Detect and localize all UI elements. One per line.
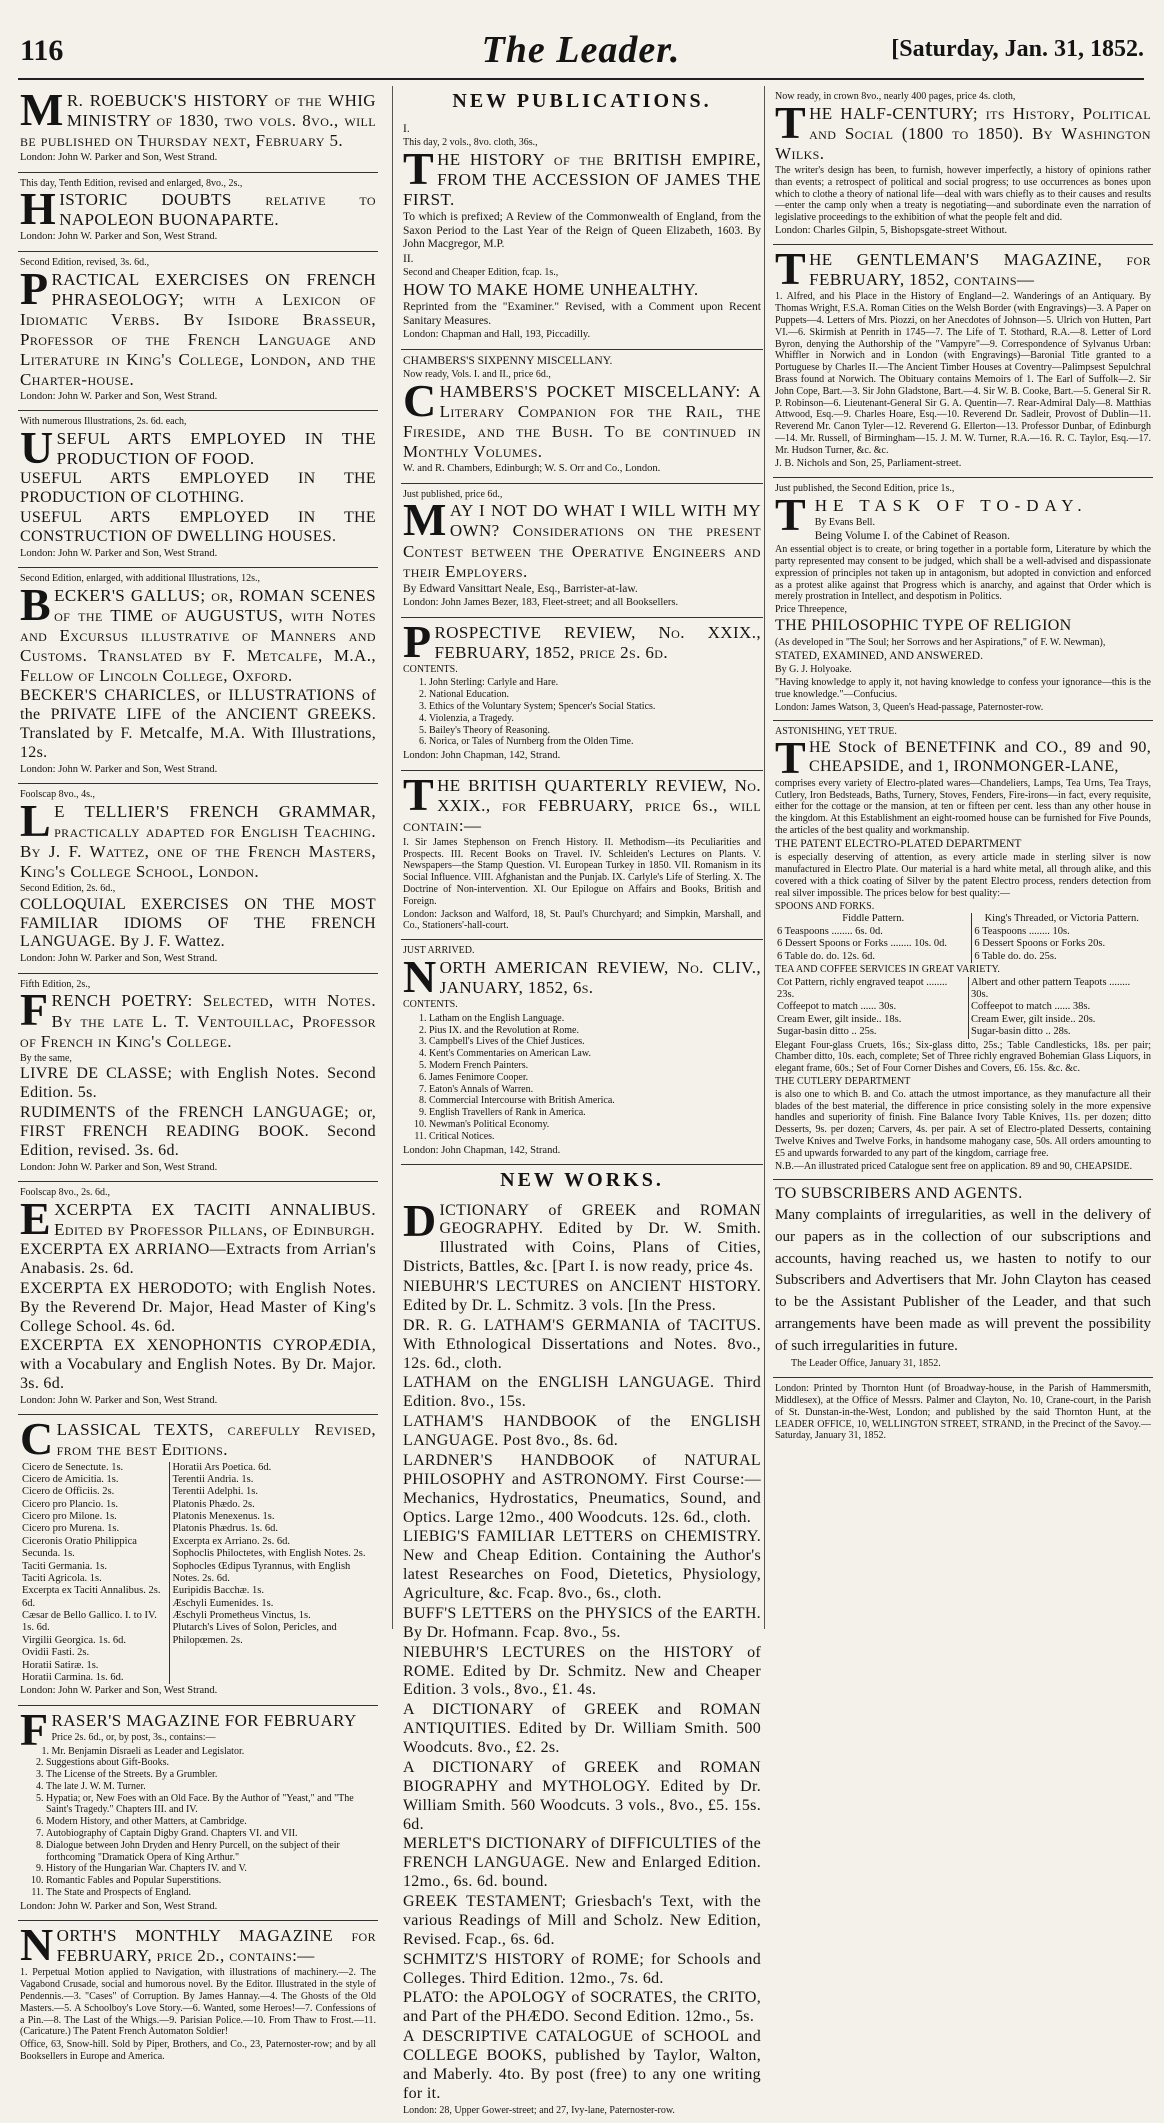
ad-line: Second Edition, 2s. 6d., — [20, 882, 116, 894]
price-table-spoons — [775, 913, 1151, 963]
work-item: PLATO: the APOLOGY of SOCRATES, the CRITO, and Part of the PHÆDO. Second Edition. 12mo., 5s. — [403, 1989, 761, 2026]
table-row: Sugar-basin ditto .. 28s. — [971, 1026, 1071, 1038]
work-item: DR. R. G. LATHAM'S GERMANIA of TACITUS. With Ethnological Dissertations and Notes. 8vo., 12s. 6d., cloth. — [403, 1316, 761, 1372]
ad-imprint: Office, 63, Snow-hill. Sold by Piper, Brothers, and Co., 23, Paternoster-row; and by all Booksellers in Europe and America. — [20, 2039, 376, 2062]
ad-intro: ASTONISHING, YET TRUE. — [775, 726, 897, 738]
list-item: 8. Commercial Intercourse with British America. — [429, 1095, 761, 1107]
ad-number: I. — [403, 122, 410, 135]
list-item: 11. The State and Prospects of England. — [46, 1887, 376, 1899]
ad-imprint: London: Jackson and Walford, 18, St. Paul's Churchyard; and Simpkin, Marshall, and Co., Stationers'-hall-court. — [403, 908, 761, 932]
work-item: NIEBUHR'S LECTURES on ANCIENT HISTORY. Edited by Dr. L. Schmitz. 3 vols. [In the Press. — [403, 1278, 761, 1314]
ad-head: CHAMBERS'S SIXPENNY MISCELLANY. — [403, 354, 613, 367]
list-item: 3. Campbell's Lives of the Chief Justices. — [429, 1036, 761, 1048]
work-item: LIEBIG'S FAMILIAR LETTERS on CHEMISTRY. New and Cheap Edition. Containing the Author's latest Researches on Food, Dietetics, Physiology, Agriculture, &c. Fcap. 8vo., 6s., cloth. — [403, 1528, 761, 1603]
classics-right — [170, 1462, 376, 1685]
ad-line: EXCERPTA EX HERODOTO; with English Notes. By the Reverend Dr. Major, Head Master of King's College School. 4s. 6d. — [20, 1279, 376, 1335]
masthead-rule — [18, 78, 1144, 80]
list-item: Platonis Menexenus. 1s. — [172, 1511, 275, 1523]
ad-sub: Being Volume I. of the Cabinet of Reason. — [814, 529, 1011, 542]
price-table-tea — [775, 977, 1151, 1039]
ad-head: HISTORIC DOUBTS relative to NAPOLEON BUONAPARTE. — [20, 183, 376, 235]
ad-head: THE HALF-CENTURY; its History, Political and Social (1800 to 1850). By Washington Wilks. — [775, 96, 1151, 163]
column-middle — [392, 86, 763, 2116]
list-item: 7. Eaton's Annals of Warren. — [429, 1084, 761, 1096]
ad-intro: Second and Cheaper Edition, fcap. 1s., — [403, 267, 559, 279]
notice-body: Many complaints of irregularities, as well in the delivery of our papers as in the collection of our subscriptions and accounts, having reached us, we hasten to notify to our Subscribers and Advertisers that Mr. John Clayton has ceased to be the Assistant Publisher of the Leader, and that such arrangements have been made as will prevent the possibility of such irregularities in future. — [775, 1207, 1151, 1354]
list-item: 1. Latham on the English Language. — [429, 1013, 761, 1025]
list-item: Ovidii Fasti. 2s. — [22, 1647, 90, 1659]
contents-label: CONTENTS. — [403, 663, 458, 675]
ad-intro: Price 2s. 6d., or, by post, 3s., contains:— — [51, 1731, 216, 1743]
ad-intro: Foolscap 8vo., 4s., — [20, 788, 95, 800]
ad-price: Price Threepence, — [775, 604, 847, 616]
ad-imprint: London: John W. Parker and Son, West Strand. — [20, 390, 218, 402]
ad-dept: THE CUTLERY DEPARTMENT — [775, 1075, 911, 1087]
list-item: 1. John Sterling: Carlyle and Hare. — [429, 677, 761, 689]
ad-head: MR. ROEBUCK'S HISTORY of the WHIG MINISTRY of 1830, two vols. 8vo., will be published on Thursday next, February 5. — [20, 84, 376, 151]
ad-head: EXCERPTA EX TACITI ANNALIBUS. Edited by Professor Pillans, of Edinburgh. — [20, 1192, 376, 1244]
contents-list — [46, 1746, 376, 1899]
classics-table — [20, 1462, 376, 1685]
ad-becker — [18, 568, 378, 784]
notice-subscribers — [773, 1180, 1153, 1378]
issue-date: [Saturday, Jan. 31, 1852. — [891, 36, 1144, 62]
ad-body: The writer's design has been, to furnish, however imperfectly, a history of opinions rather than events; a retrospect of political and social progress; to use occurrences as bones upon which to clothe a theory of national life—deal with wars chiefly as to their causes and results—enter the camp only when a treaty is negotiating—and subordinate even the narration of legislative proceedings to the exhibition of what the people felt and did. — [775, 164, 1151, 224]
ad-intro: Second Edition, revised, 3s. 6d., — [20, 256, 150, 268]
work-item: LATHAM'S HANDBOOK of the ENGLISH LANGUAGE. Post 8vo., 8s. 6d. — [403, 1413, 761, 1450]
work-item: MERLET'S DICTIONARY of DIFFICULTIES of the FRENCH LANGUAGE. New and Enlarged Edition. 12mo., 6s. 6d. bound. — [403, 1835, 761, 1891]
work-item: SCHMITZ'S HISTORY of ROME; for Schools and Colleges. Third Edition. 12mo., 7s. 6d. — [403, 1950, 761, 1987]
ad-intro: This day, 2 vols., 8vo. cloth, 36s., — [403, 137, 538, 149]
work-item: NIEBUHR'S LECTURES on the HISTORY of ROME. Edited by Dr. Schmitz. New and Cheaper Edition. 3 vols., 8vo., £1. 4s. — [403, 1643, 761, 1699]
list-item: 2. Suggestions about Gift-Books. — [46, 1757, 376, 1769]
list-item: 5. Bailey's Theory of Reasoning. — [429, 725, 761, 737]
list-item: 9. History of the Hungarian War. Chapters IV. and V. — [46, 1863, 376, 1875]
ad-new-works — [401, 1194, 763, 2123]
ad-roebuck — [18, 86, 378, 173]
list-item: Taciti Germania. 1s. — [22, 1560, 107, 1572]
ad-half-century — [773, 86, 1153, 245]
ad-imprint: London: John W. Parker and Son, West Strand. — [20, 152, 218, 164]
ad-head: BECKER'S GALLUS; or, ROMAN SCENES of the TIME of AUGUSTUS, with Notes and Excursus illustrative of Manners and Customs. Translated by F. Metcalfe, M.A., Fellow of Lincoln College, Oxford. — [20, 578, 376, 685]
list-item: 9. English Travellers of Rank in America. — [429, 1107, 761, 1119]
ad-head: THE Stock of BENETFINK and CO., 89 and 90, CHEAPSIDE, and 1, IRONMONGER-LANE, — [775, 732, 1151, 784]
ad-imprint: London: Chapman and Hall, 193, Piccadilly. — [403, 329, 591, 341]
list-item: Cicero pro Milone. 1s. — [22, 1511, 117, 1523]
table-header: King's Threaded, or Victoria Pattern. — [984, 913, 1139, 925]
ad-number: II. — [403, 252, 414, 265]
ad-imprint: London: John W. Parker and Son, West Strand. — [20, 1900, 218, 1912]
price-col-fiddle — [775, 913, 972, 963]
table-row: 6 Table do. do. 25s. — [974, 950, 1057, 962]
ad-line: USEFUL ARTS EMPLOYED IN THE PRODUCTION OF CLOTHING. — [20, 470, 376, 506]
ad-prospective-review — [401, 615, 763, 771]
colophon — [773, 1378, 1153, 1449]
ad-head: THE GENTLEMAN'S MAGAZINE, for FEBRUARY, 1852, contains— — [775, 243, 1151, 295]
ad-head: THE HISTORY of the BRITISH EMPIRE, FROM THE ACCESSION OF JAMES THE FIRST. — [403, 142, 761, 210]
ad-imprint: London: John W. Parker and Son, West Strand. — [20, 1395, 218, 1407]
ad-frasers — [18, 1703, 378, 1922]
ad-intro: Just published, the Second Edition, price 1s., — [775, 482, 955, 494]
ad-head: FRENCH POETRY: Selected, with Notes. By the late L. T. Ventouillac, Professor of French in King's College. — [20, 984, 376, 1051]
table-row: Cream Ewer, gilt inside.. 20s. — [971, 1013, 1096, 1025]
ad-body: 1. Alfred, and his Place in the History of England—2. Wanderings of an Antiquary. By Thomas Wright, F.S.A. Roman Cities on the Welsh Border (with Engravings)—3. A Paper on Puppets—4. Letters of Mrs. Piozzi, on her Anecdotes of Johnson—5. Ulrich von Hutten, Part VI.—6. Skirmish at Penrith in 1745—7. The Life of T. Stothard, R.A.—8. Letter of Lord Byron, denying the Authorship of the "Vampyre"—9. Correspondence of Sylvanus Urban: Whiffler in Norwich and in London (with Engravings)—Baronial Title granted to a Portuguese by Charles II.—The Ancient Timber Houses at Coventry—Palimpsest Sepulchral Brass found at Norwich. The Obituary contains Memoirs of 1. The Earl of Suffolk—2. Sir John Cope, Bart.—3. Sir John Gladstone, Bart.—4. Sir W. B. Cooke, Bart.—5. General Sir R. P. Robinson—6. Lieutenant-General Sir G. A. Quentin—7. Rear-Admiral Daly—8. Matthias Attwood, Esq.—9. Charles Hoare, Esq.—10. Reverend Dr. Sadleir, Provost of Dublin—11. Reverend Mr. Canon Tyler—12. Reverend G. Ellerton—13. Professor Dunbar, of Edinburgh—14. Mr. Russell, of Birmingham—15. J. M. W. Turner, R.A.—16. R. C. Taylor, Esq.—17. Mr. Hudson Turner, &c. &c. — [775, 291, 1151, 456]
ad-body: Elegant Four-glass Cruets, 16s.; Six-glass ditto, 25s.; Table Candlesticks, 18s. per pair; Chamber ditto, 10s. each, complete; Set of Three richly engraved Bohemian Glass Liquors, in elegant frame, 60s.; Set of Four Corner Dishes and Covers, £6. 15s. &c. &c. — [775, 1039, 1151, 1075]
masthead — [18, 28, 1144, 76]
ad-line: EXCERPTA EX XENOPHONTIS CYROPÆDIA, with a Vocabulary and English Notes. By Dr. Major. 3s. 6d. — [20, 1337, 376, 1393]
ad-imprint: London: John W. Parker and Son, West Strand. — [20, 547, 218, 559]
list-item: Cicero de Senectute. 1s. — [22, 1461, 124, 1473]
list-item: Sophocles Œdipus Tyrannus, with English Notes. 2s. 6d. — [172, 1560, 351, 1584]
list-item: 5. Modern French Painters. — [429, 1060, 761, 1072]
list-item: 10. Romantic Fables and Popular Superstitions. — [46, 1875, 376, 1887]
ad-head: LE TELLIER'S FRENCH GRAMMAR, practically adapted for English Teaching. By J. F. Wattez, one of the French Masters, King's College School, London. — [20, 794, 376, 881]
work-item: LATHAM on the ENGLISH LANGUAGE. Third Edition. 8vo., 15s. — [403, 1374, 761, 1411]
list-item: 5. Hypatia; or, New Foes with an Old Face. By the Author of "Yeast," and "The Saint's Tragedy." Chapters III. and IV. — [46, 1793, 376, 1817]
contents-list — [429, 1013, 761, 1143]
ad-intro: Now ready, in crown 8vo., nearly 400 pages, price 4s. cloth, — [775, 91, 1016, 102]
table-row: 6 Table do. do. 12s. 6d. — [777, 950, 875, 962]
list-item: 2. Pius IX. and the Revolution at Rome. — [429, 1025, 761, 1037]
contents-label: CONTENTS. — [403, 998, 458, 1010]
ad-excerpta — [18, 1182, 378, 1415]
table-header: Fiddle Pattern. — [842, 913, 905, 925]
ad-body: To which is prefixed; A Review of the Commonwealth of England, from the Saxon Period to the Last Year of the Reign of Queen Elizabeth, 1603. By John Macgregor, M.P. — [403, 211, 761, 251]
ad-line: LIVRE DE CLASSE; with English Notes. Second Edition. 5s. — [20, 1065, 376, 1102]
ad-body: (As developed in "The Soul; her Sorrows and her Aspirations," of F. W. Newman), — [775, 636, 1106, 648]
ad-body: is especially deserving of attention, as every article made in sterling silver is now manufactured in Electro Plate. Our material is a hard white metal, all through alike, and this covered with a thick coating of Silver by the patent Electro process, renders detection from real silver impossible. The prices below for best quality:— — [775, 852, 1151, 899]
table-row: 6 Dessert Spoons or Forks ........ 10s. 0d. — [777, 938, 948, 950]
list-item: 3. Ethics of the Voluntary System; Spencer's Social Statics. — [429, 701, 761, 713]
ad-intro: JUST ARRIVED. — [403, 945, 475, 957]
ad-body: An essential object is to create, or bring together in a portable form, Literature by which the party represented may consent to be judged, which shall be a well-advised and dispassionate expression of principles not taken up in antagonism, but adopted in conviction and enforced as a protest alike against that Progress which is anarchy, and against that Order which is merely prostration in Intellect, and despotism in Politics. — [775, 544, 1151, 603]
ad-imprint: London: John W. Parker and Son, West Strand. — [20, 763, 218, 775]
list-item: Cicero de Officiis. 2s. — [22, 1486, 115, 1498]
ad-imprint: London: John W. Parker and Son, West Strand. — [20, 1161, 218, 1173]
list-item: Horatii Ars Poetica. 6d. — [172, 1461, 272, 1473]
work-item: BUFF'S LETTERS on the PHYSICS of the EARTH. By Dr. Hofmann. Fcap. 8vo., 5s. — [403, 1604, 761, 1641]
list-item: 4. The late J. W. M. Turner. — [46, 1781, 376, 1793]
ad-practical-exercises — [18, 252, 378, 411]
ad-head: STATED, EXAMINED, AND ANSWERED. — [775, 649, 983, 662]
work-item: A DICTIONARY of GREEK and ROMAN ANTIQUITIES. Edited by Dr. William Smith. 500 Woodcuts. 8vo., £2. 2s. — [403, 1701, 761, 1757]
list-item: Cicero pro Plancio. 1s. — [22, 1498, 118, 1510]
table-row: 6 Teaspoons ........ 6s. 0d. — [777, 925, 883, 937]
ad-intro: Just published, price 6d., — [403, 488, 503, 500]
ad-le-tellier — [18, 784, 378, 974]
table-row: 6 Dessert Spoons or Forks 20s. — [974, 938, 1106, 950]
ad-imprint: London: 28, Upper Gower-street; and 27, Ivy-lane, Paternoster-row. — [403, 2104, 675, 2116]
list-item: Platonis Phædrus. 1s. 6d. — [172, 1523, 279, 1535]
ad-norths — [18, 1921, 378, 2069]
ad-body: is also one to which B. and Co. attach the utmost importance, as they manufacture all their blades of the best material, the difference in price consisting solely in the more expensive handles and superiority of finish. Fine Balance Ivory Table Knives, 11s. per dozen; ditto Desserts, 9s. per dozen; Carvers, 4s. per pair. A set of Electro-plated Desserts, containing Twelve Knives and Twelve Forks, in handsome mahogany case, 50s. All orders amounting to £5 and upwards forwarded to any part of the kingdom, carriage free. — [775, 1088, 1151, 1159]
work-item: A DICTIONARY of GREEK and ROMAN BIOGRAPHY and MYTHOLOGY. Edited by Dr. William Smith. 560 Woodcuts. 3 vols., 8vo., £5. 15s. 6d. — [403, 1758, 761, 1833]
ad-north-american — [401, 940, 763, 1165]
list-item: Cicero de Amicitia. 1s. — [22, 1473, 119, 1485]
ad-quote: "Having knowledge to apply it, not having knowledge to confess your ignorance—this is the true knowledge."—Confucius. — [775, 676, 1151, 700]
ad-intro: This day, Tenth Edition, revised and enlarged, 8vo., 2s., — [20, 177, 243, 189]
ad-imprint: London: Charles Gilpin, 5, Bishopsgate-street Without. — [775, 224, 1008, 236]
list-item: Cicero pro Murena. 1s. — [22, 1523, 120, 1535]
list-item: 2. National Education. — [429, 689, 761, 701]
list-item: Horatii Satiræ. 1s. — [22, 1659, 99, 1671]
ad-line: EXCERPTA EX ARRIANO—Extracts from Arrian's Anabasis. 2s. 6d. — [20, 1241, 376, 1277]
ad-body: By Edward Vansittart Neale, Esq., Barrister-at-law. — [403, 582, 638, 595]
newspaper-title: The Leader. — [481, 29, 681, 71]
ad-head: CHAMBERS'S POCKET MISCELLANY: A Literary Companion for the Rail, the Fireside, and the Bush. To be continued in Monthly Volumes. — [403, 375, 761, 462]
ad-line: USEFUL ARTS EMPLOYED IN THE CONSTRUCTION OF DWELLING HOUSES. — [20, 508, 376, 545]
list-item: Euripidis Bacchæ. 1s. — [172, 1585, 265, 1597]
ad-imprint: London: John Chapman, 142, Strand. — [403, 750, 561, 762]
ad-british-empire — [401, 118, 763, 350]
column-left — [18, 84, 378, 2062]
ad-intro: Fifth Edition, 2s., — [20, 978, 91, 990]
list-item: 6. Norica, or Tales of Nurnberg from the Olden Time. — [429, 736, 761, 748]
list-item: 4. Kent's Commentaries on American Law. — [429, 1048, 761, 1060]
ad-line: RUDIMENTS of the FRENCH LANGUAGE; or, FIRST FRENCH READING BOOK. Second Edition, revised. 3s. 6d. — [20, 1104, 376, 1159]
ad-head: USEFUL ARTS EMPLOYED IN THE PRODUCTION OF FOOD. — [20, 422, 376, 474]
ad-nb: N.B.—An illustrated priced Catalogue sent free on application. 89 and 90, CHEAPSIDE. — [775, 1160, 1133, 1172]
ad-head: PRACTICAL EXERCISES ON FRENCH PHRASEOLOGY; with a Lexicon of Idiomatic Verbs. By Isidore Brasseur, Professor of the French Language and Literature in King's College, London, and the Charter-house. — [20, 262, 376, 389]
list-item: 10. Newman's Political Economy. — [429, 1119, 761, 1131]
section-heading-new-works: NEW WORKS. — [500, 1168, 664, 1191]
work-item: LARDNER'S HANDBOOK of NATURAL PHILOSOPHY and ASTRONOMY. First Course:—Mechanics, Hydrostatics, Pneumatics, Sound, and Optics. Large 12mo., 400 Woodcuts. 12s. 6d., cloth. — [403, 1451, 761, 1526]
list-item: 3. The License of the Streets. By a Grumbler. — [46, 1769, 376, 1781]
table-row: Coffeepot to match ...... 30s. — [777, 1001, 897, 1013]
ad-chambers — [401, 350, 763, 484]
table-row: Cot Pattern, richly engraved teapot ........ 23s. — [777, 976, 948, 1001]
ad-imprint: London: John W. Parker and Son, West Strand. — [20, 953, 218, 965]
ad-body: comprises every variety of Electro-plated wares—Chandeliers, Lamps, Tea Urns, Tea Trays, Cutlery, Iron Bedsteads, Baths, Turnery, Stoves, Fenders, Fire-irons—in fact, every requisite, either for the cottage or the mansion, at ten or fifteen per cent. less than any other house in the kingdom. At this Establishment an eight-roomed house can be furnished for Five Pounds, the articles of the best quality and workmanship. — [775, 777, 1151, 837]
table-row: Cream Ewer, gilt inside.. 18s. — [777, 1013, 902, 1025]
list-item: 6. Modern History, and other Matters, at Cambridge. — [46, 1816, 376, 1828]
list-item: Platonis Phædo. 2s. — [172, 1498, 255, 1510]
ad-body: Reprinted from the "Examiner." Revised, with a Comment upon Recent Sanitary Measures. — [403, 301, 761, 327]
ad-head: THE BRITISH QUARTERLY REVIEW, No. XXIX., for FEBRUARY, price 6s., will contain:— — [403, 768, 761, 835]
ad-head: FRASER'S MAGAZINE FOR FEBRUARY — [20, 1703, 357, 1755]
ad-french-poetry — [18, 974, 378, 1182]
notice-head: TO SUBSCRIBERS AND AGENTS. — [775, 1185, 1023, 1203]
work-item: GREEK TESTAMENT; Griesbach's Text, with the various Readings of Mill and Scholz. New Edition, Revised. Fcap., 6s. 6d. — [403, 1893, 761, 1948]
ad-british-quarterly — [401, 768, 763, 941]
ad-may-i-not — [401, 484, 763, 618]
list-item: 11. Critical Notices. — [429, 1131, 761, 1143]
ad-imprint: London: James Watson, 3, Queen's Head-passage, Paternoster-row. — [775, 701, 1044, 713]
list-item: Terentii Adelphi. 1s. — [172, 1486, 259, 1498]
list-item: Æschyli Prometheus Vinctus, 1s. — [172, 1610, 311, 1622]
ad-gentlemans-magazine — [773, 245, 1153, 478]
price-col-left — [775, 977, 969, 1039]
table-row: Albert and other pattern Teapots ........ 30s. — [971, 976, 1131, 1001]
list-item: Excerpta ex Arriano. 2s. 6d. — [172, 1535, 290, 1547]
ad-dept: THE PATENT ELECTRO-PLATED DEPARTMENT — [775, 837, 1022, 850]
ad-intro: Second Edition, enlarged, with additional Illustrations, 12s., — [20, 573, 261, 584]
contents-list — [429, 677, 761, 748]
ad-task-of-today — [773, 478, 1153, 721]
ad-subhead: TEA AND COFFEE SERVICES IN GREAT VARIETY. — [775, 963, 1000, 975]
work-item: DICTIONARY of GREEK and ROMAN GEOGRAPHY. Edited by Dr. W. Smith. Illustrated with Coins, Plans of Cities, Districts, Battles, &c. [Part I. is now ready, price 4s. — [403, 1194, 761, 1276]
ad-intro: With numerous Illustrations, 2s. 6d. each, — [20, 416, 187, 428]
ad-benetfink — [773, 721, 1153, 1180]
list-item: Taciti Agricola. 1s. — [22, 1572, 102, 1584]
page-number: 116 — [20, 34, 64, 67]
list-item: Cæsar de Bello Gallico. I. to IV. 1s. 6d. — [22, 1610, 157, 1634]
ad-head: PROSPECTIVE REVIEW, No. XXIX., FEBRUARY, 1852, price 2s. 6d. — [403, 615, 761, 667]
ad-classical-texts — [18, 1415, 378, 1705]
list-item: Plutarch's Lives of Solon, Pericles, and Philopœmen. 2s. — [172, 1622, 337, 1646]
list-item: Æschyli Eumenides. 1s. — [172, 1597, 274, 1609]
ad-imprint: J. B. Nichols and Son, 25, Parliament-street. — [775, 457, 962, 469]
table-row: Sugar-basin ditto .. 25s. — [777, 1026, 877, 1038]
notice-sign: The Leader Office, January 31, 1852. — [791, 1358, 941, 1370]
ad-head: NORTH'S MONTHLY MAGAZINE for FEBRUARY, price 2d., contains:— — [20, 1919, 376, 1971]
ad-imprint: London: John W. Parker and Son, West Strand. — [20, 1685, 218, 1697]
table-row: Coffeepot to match ...... 38s. — [971, 1001, 1091, 1013]
list-item: 4. Violenzia, a Tragedy. — [429, 713, 761, 725]
classics-left — [20, 1462, 170, 1685]
ad-head: THE PHILOSOPHIC TYPE OF RELIGION — [775, 616, 1072, 634]
ad-imprint: London: John W. Parker and Son, West Strand. — [20, 231, 218, 243]
ad-subhead: SPOONS AND FORKS. — [775, 900, 875, 912]
ad-byline: By Evans Bell. — [814, 516, 875, 528]
list-item: 1. Mr. Benjamin Disraeli as Leader and Legislator. — [46, 1746, 376, 1758]
ad-head: CLASSICAL TEXTS, carefully Revised, from the best Editions. — [20, 1413, 376, 1465]
column-right — [764, 86, 1153, 1629]
list-item: Virgilii Georgica. 1s. 6d. — [22, 1634, 126, 1646]
ad-head: THE TASK OF TO-DAY. — [775, 488, 1088, 540]
work-item: A DESCRIPTIVE CATALOGUE of SCHOOL and COLLEGE BOOKS, published by Taylor, Walton, and Maberly. 4to. By post (free) to any one writing for it. — [403, 2028, 761, 2102]
list-item: Excerpta ex Taciti Annalibus. 2s. 6d. — [22, 1585, 161, 1609]
section-heading-new-publications: NEW PUBLICATIONS. — [452, 90, 712, 112]
price-col-kings — [972, 913, 1151, 963]
ad-intro: Foolscap 8vo., 2s. 6d., — [20, 1187, 110, 1199]
ad-useful-arts — [18, 411, 378, 568]
ad-intro: Now ready, Vols. I. and II., price 6d., — [403, 369, 551, 381]
ad-imprint: W. and R. Chambers, Edinburgh; W. S. Orr and Co., London. — [403, 463, 661, 475]
ad-imprint: London: John James Bezer, 183, Fleet-street; and all Booksellers. — [403, 597, 679, 609]
list-item: Terentii Andria. 1s. — [172, 1473, 254, 1485]
ad-head: HOW TO MAKE HOME UNHEALTHY. — [403, 280, 699, 300]
ad-line: BECKER'S CHARICLES, or ILLUSTRATIONS of the PRIVATE LIFE of the ANCIENT GREEKS. Translated by F. Metcalfe, M.A. With Illustrations, 12s. — [20, 687, 376, 761]
ad-head: MAY I NOT DO WHAT I WILL WITH MY OWN? Considerations on the present Contest between the Operative Engineers and their Employers. — [403, 494, 761, 581]
ad-line: COLLOQUIAL EXERCISES ON THE MOST FAMILIAR IDIOMS OF THE FRENCH LANGUAGE. By J. F. Wattez. — [20, 895, 376, 951]
price-col-right — [969, 977, 1151, 1039]
ad-historic-doubts — [18, 173, 378, 252]
list-item: 7. Autobiography of Captain Digby Grand. Chapters VI. and VII. — [46, 1828, 376, 1840]
ad-byline: By G. J. Holyoake. — [775, 664, 852, 676]
ad-body: 1. Perpetual Motion applied to Navigation, with illustrations of machinery.—2. The Vagabond Crusade, social and humorous novel. By the Editor. Illustrated in the style of Pendennis.—3. "Cases" of Corruption. By James Hannay.—4. The Ghosts of the Old Masters.—5. A Schoolboy's Love Story.—6. Wanted, some Heroes!—7. Confessions of a Pin.—8. The Last of the Whigs.—9. Parisian Police.—10. From Thaw to Frost.—11. (Caricature.) The Patent French Automaton Soldier! — [20, 1967, 376, 2038]
list-item: 6. James Fenimore Cooper. — [429, 1072, 761, 1084]
list-item: Ciceronis Oratio Philippica Secunda. 1s. — [22, 1535, 137, 1560]
list-item: Sophoclis Philoctetes, with English Notes. 2s. — [172, 1548, 366, 1560]
list-item: Horatii Carmina. 1s. 6d. — [22, 1671, 124, 1683]
ad-imprint: London: John Chapman, 142, Strand. — [403, 1144, 561, 1156]
colophon-text: London: Printed by Thornton Hunt (of Broadway-house, in the Parish of Hammersmith, Middlesex), at the Office of Messrs. Palmer and Clayton, No. 10, Crane-court, in the Parish of St. Dunstan-in-the-West, London; and published by the said Thornton Hunt, at the LEADER OFFICE, 10, WELLINGTON STREET, STRAND, in the Precinct of the Savoy.—Saturday, January 31, 1852. — [775, 1383, 1151, 1442]
list-item: 8. Dialogue between John Dryden and Henry Purcell, on the subject of their forthcoming "Dramatick Opera of King Arthur." — [46, 1840, 376, 1864]
ad-head: NORTH AMERICAN REVIEW, No. CLIV., JANUARY, 1852, 6s. — [403, 950, 761, 1002]
ad-body: I. Sir James Stephenson on French History. II. Methodism—its Peculiarities and Prospects. III. Recent Books on Travel. IV. Schleiden's Lectures on Plants. V. Newspapers—the Stamp Question. VI. European Turkey in 1850. VII. Romanism in its Social Influence. VIII. Afghanistan and the Punjab. IX. Carlyle's Life of Sterling. X. The Doctrine of Non-intervention. XI. Our Epilogue on Affairs and Books, British and Foreign. — [403, 836, 761, 907]
table-row: 6 Teaspoons ........ 10s. — [974, 925, 1070, 937]
ad-line: By the same, — [20, 1052, 72, 1064]
